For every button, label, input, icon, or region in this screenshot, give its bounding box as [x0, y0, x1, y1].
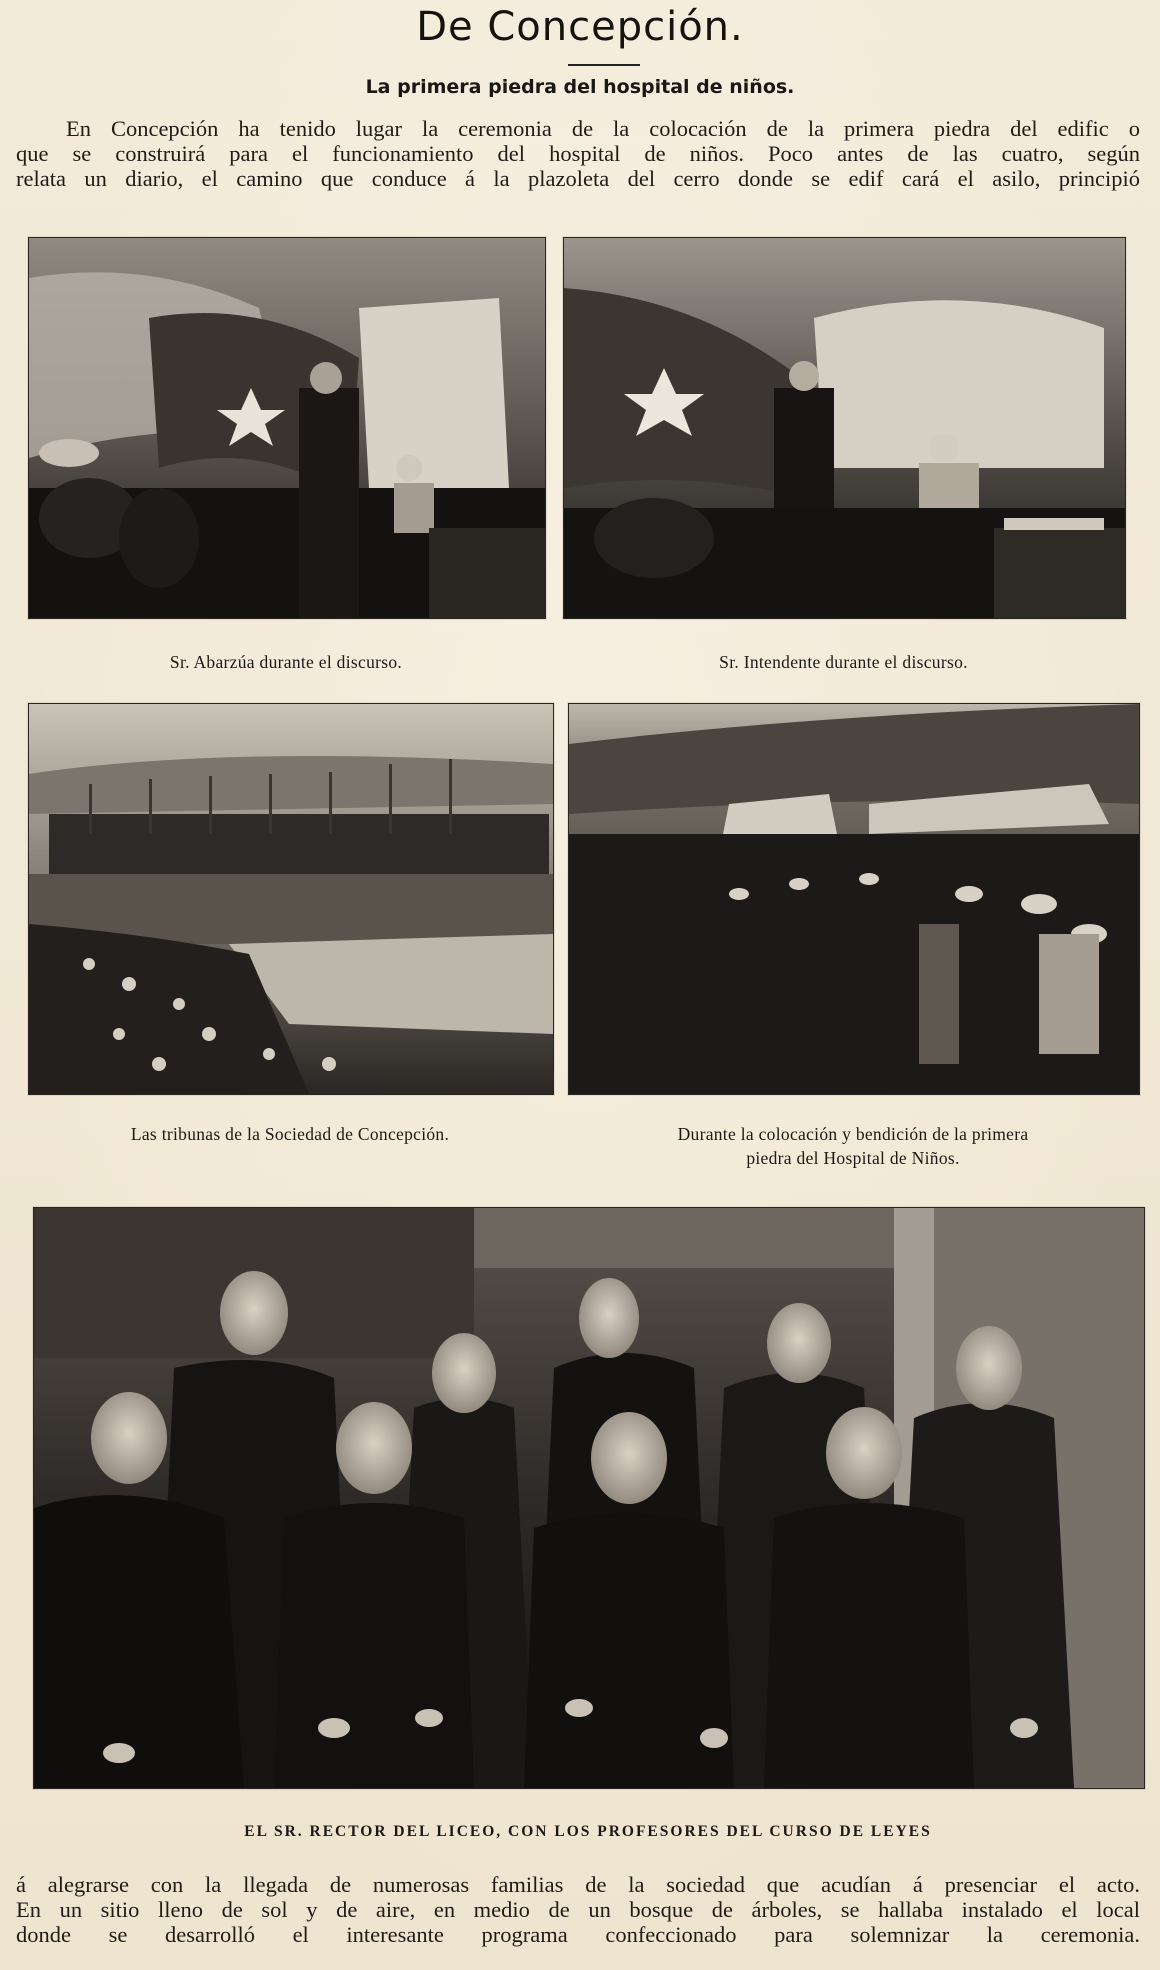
page-title: De Concepción. [416, 4, 744, 50]
intro-line: En Concepción ha tenido lugar la ceremonia de la colocación de la primera piedra del edific o [66, 116, 1140, 141]
caption-bendicion-line: Durante la colocación y bendición de la primera [677, 1124, 1029, 1144]
photo-tribunas [28, 703, 554, 1095]
intro-paragraph [16, 116, 1140, 191]
photo-bendicion-image [569, 704, 1139, 1094]
caption-rector-profesores: EL SR. RECTOR DEL LICEO, CON LOS PROFESORES DEL CURSO DE LEYES [244, 1823, 932, 1840]
caption-bendicion [568, 1122, 1138, 1170]
title-divider [568, 64, 640, 66]
photo-intendente-speech [563, 237, 1126, 619]
photo-tribunas-image [29, 704, 553, 1094]
caption-abarzua: Sr. Abarzúa durante el discurso. [169, 652, 403, 672]
photo-abarzua-image [29, 238, 545, 618]
closing-paragraph [16, 1872, 1140, 1947]
photo-abarzua-speech [28, 237, 546, 619]
photo-rector-image [34, 1208, 1144, 1788]
article-subtitle: La primera piedra del hospital de niños. [365, 76, 795, 98]
photo-intendente-image [564, 238, 1125, 618]
photo-bendicion [568, 703, 1140, 1095]
closing-line: donde se desarrolló el interesante programa confeccionado para solemnizar la ceremonia. [16, 1922, 1140, 1947]
intro-line: que se construirá para el funcionamiento del hospital de niños. Poco antes de las cuatro, según [16, 141, 1140, 166]
intro-line: relata un diario, el camino que conduce á la plazoleta del cerro donde se edif cará el asilo, principió [16, 166, 1140, 191]
caption-intendente: Sr. Intendente durante el discurso. [719, 652, 968, 672]
caption-bendicion-line: piedra del Hospital de Niños. [746, 1148, 960, 1168]
photo-rector-profesores [33, 1207, 1145, 1789]
caption-tribunas: Las tribunas de la Sociedad de Concepción. [130, 1124, 450, 1144]
closing-line: á alegrarse con la llegada de numerosas familias de la sociedad que acudían á presenciar el acto. [16, 1872, 1140, 1897]
closing-line: En un sitio lleno de sol y de aire, en medio de un bosque de árboles, se hallaba instalado el local [16, 1897, 1140, 1922]
